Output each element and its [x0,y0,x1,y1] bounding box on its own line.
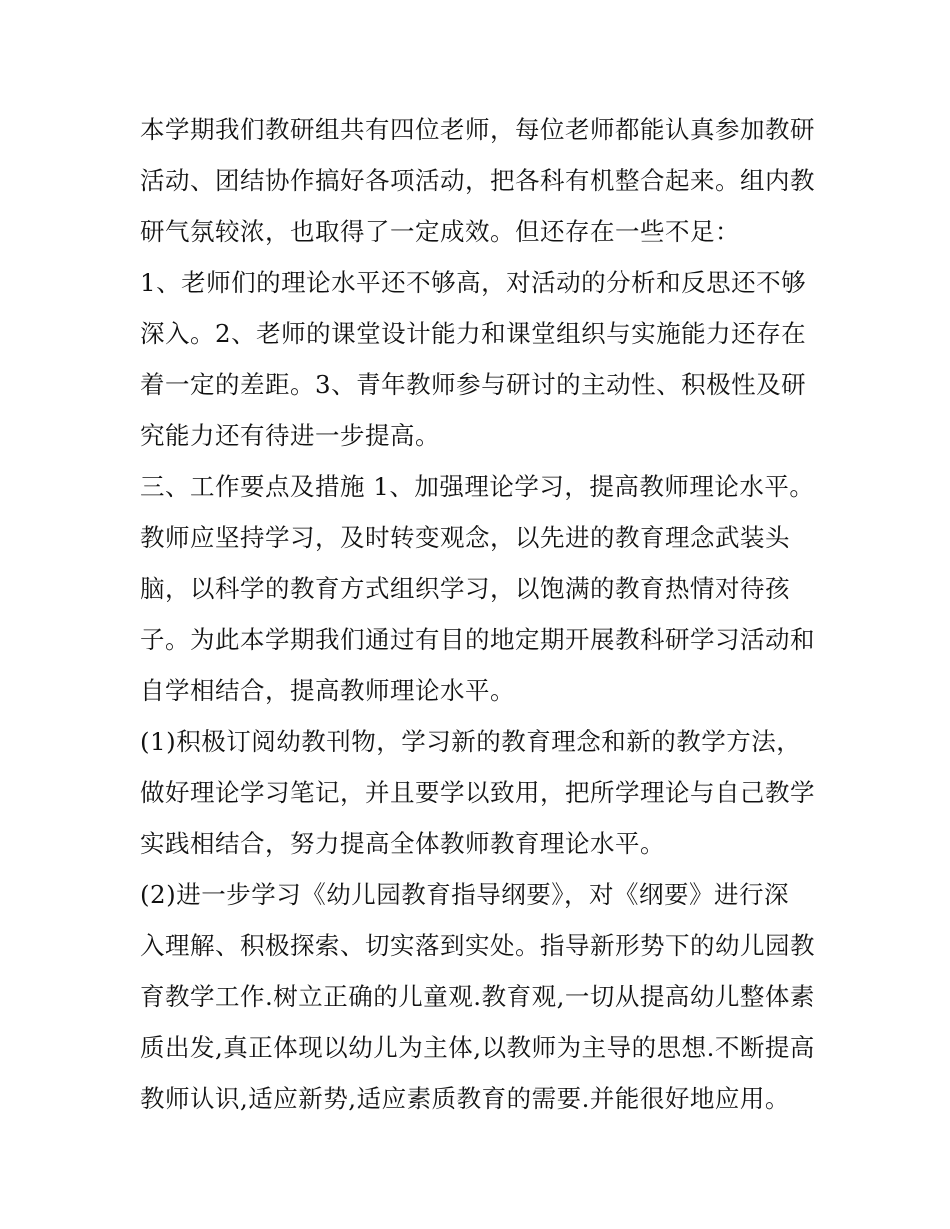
text-line: 深入。2、老师的课堂设计能力和课堂组织与实施能力还存在 [140,319,807,348]
text-line: 活动、团结协作搞好各项活动，把各科有机整合起来。组内教 [140,166,815,195]
text-line: 做好理论学习笔记，并且要学以致用，把所学理论与自己教学 [140,778,815,807]
text-line: 1、老师们的理论水平还不够高，对活动的分析和反思还不够 [140,268,807,297]
document-body [140,104,820,1124]
text-line: 实践相结合，努力提高全体教师教育理论水平。 [140,829,665,858]
text-line: 本学期我们教研组共有四位老师，每位老师都能认真参加教研 [140,115,815,144]
text-line: 自学相结合，提高教师理论水平。 [140,676,515,705]
text-line: 质出发,真正体现以幼儿为主体,以教师为主导的思想.不断提高 [140,1033,815,1062]
text-line: 教师应坚持学习，及时转变观念，以先进的教育理念武装头 [140,523,790,552]
list-item-line: (1)积极订阅幼教刊物，学习新的教育理念和新的教学方法， [140,727,802,756]
text-line: 着一定的差距。3、青年教师参与研讨的主动性、积极性及研 [140,370,807,399]
text-line: 究能力还有待进一步提高。 [140,421,440,450]
text-line: 子。为此本学期我们通过有目的地定期开展教科研学习活动和 [140,625,815,654]
text-line: 入理解、积极探索、切实落到实处。指导新形势下的幼儿园教 [140,931,815,960]
section-heading-line: 三、工作要点及措施 1、加强理论学习，提高教师理论水平。 [140,472,815,501]
text-line: 研气氛较浓，也取得了一定成效。但还存在一些不足： [140,217,740,246]
text-line: 教师认识,适应新势,适应素质教育的需要.并能很好地应用。 [140,1084,790,1113]
list-item-line: (2)进一步学习《幼儿园教育指导纲要》，对《纲要》进行深 [140,880,789,909]
text-line: 脑，以科学的教育方式组织学习，以饱满的教育热情对待孩 [140,574,790,603]
text-line: 育教学工作.树立正确的儿童观.教育观,一切从提高幼儿整体素 [140,982,815,1011]
